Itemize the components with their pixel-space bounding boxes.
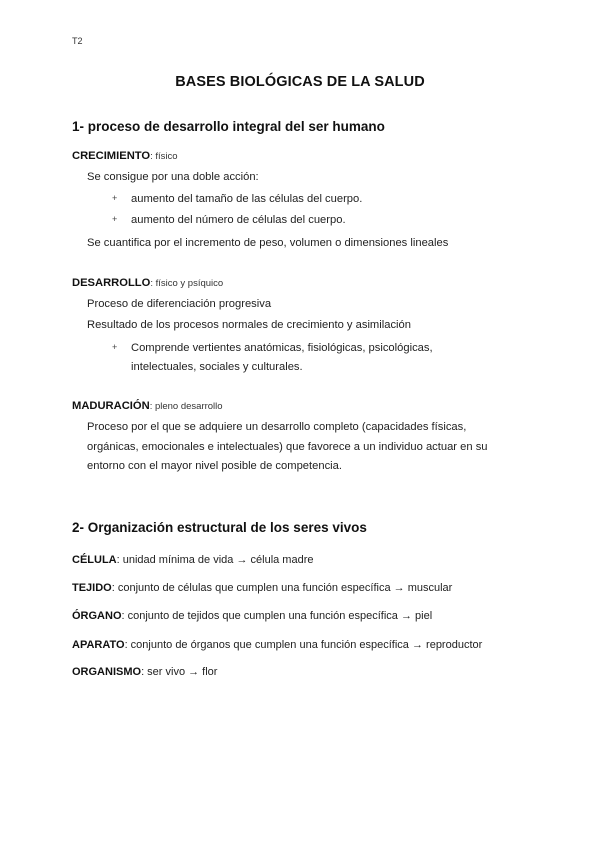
definition-row <box>72 638 482 652</box>
desarrollo-bullet-line-2: intelectuales, sociales y culturales. <box>131 361 303 373</box>
crecimiento-label: CRECIMIENTO <box>72 150 151 162</box>
definition-text: : conjunto de órganos que cumplen una función específica → reproductor <box>124 639 483 651</box>
desarrollo-bullet-line-1: Comprende vertientes anatómicas, fisiológicas, psicológicas, <box>131 342 433 354</box>
crecimiento-note: Se cuantifica por el incremento de peso, volumen o dimensiones lineales <box>87 237 449 249</box>
definition-text: : ser vivo → flor <box>141 666 218 678</box>
desarrollo-label: DESARROLLO <box>72 277 151 289</box>
definition-text: : conjunto de células que cumplen una función específica → muscular <box>111 582 453 594</box>
definition-row <box>72 665 217 679</box>
desarrollo-term <box>72 276 223 291</box>
page-title: BASES BIOLÓGICAS DE LA SALUD <box>175 74 425 90</box>
maduracion-line-3: entorno con el mayor nivel posible de competencia. <box>87 460 342 472</box>
page-tag: T2 <box>72 36 83 46</box>
plus-bullet-icon: + <box>112 193 118 203</box>
definition-term: CÉLULA <box>72 554 117 566</box>
crecimiento-bullet-2: aumento del número de células del cuerpo. <box>131 214 346 226</box>
definition-row <box>72 581 452 595</box>
maduracion-label: MADURACIÓN <box>72 400 150 412</box>
desarrollo-line-1: Proceso de diferenciación progresiva <box>87 298 272 310</box>
plus-bullet-icon: + <box>112 342 118 352</box>
definition-text: : conjunto de tejidos que cumplen una función específica → piel <box>121 610 433 622</box>
crecimiento-bullet-1: aumento del tamaño de las células del cuerpo. <box>131 193 363 205</box>
plus-bullet-icon: + <box>112 214 118 224</box>
definition-row <box>72 609 432 623</box>
desarrollo-line-2: Resultado de los procesos normales de crecimiento y asimilación <box>87 319 411 331</box>
definition-term: TEJIDO <box>72 582 112 594</box>
definition-term: ÓRGANO <box>72 610 122 622</box>
maduracion-sub: : pleno desarrollo <box>149 401 223 412</box>
definition-row <box>72 553 314 567</box>
crecimiento-intro: Se consigue por una doble acción: <box>87 171 259 183</box>
maduracion-line-1: Proceso por el que se adquiere un desarrollo completo (capacidades físicas, <box>87 421 467 433</box>
definition-term: ORGANISMO <box>72 666 142 678</box>
definition-term: APARATO <box>72 639 125 651</box>
definition-text: : unidad mínima de vida → célula madre <box>116 554 314 566</box>
desarrollo-sub: : físico y psíquico <box>150 278 224 289</box>
crecimiento-sub: : físico <box>150 151 178 162</box>
section-2-heading: 2- Organización estructural de los seres vivos <box>72 520 367 535</box>
crecimiento-term <box>72 149 178 164</box>
maduracion-line-2: orgánicas, emocionales e intelectuales) que favorece a un individuo actuar en su <box>87 441 488 453</box>
maduracion-term <box>72 399 223 414</box>
section-1-heading: 1- proceso de desarrollo integral del ser humano <box>72 119 385 134</box>
